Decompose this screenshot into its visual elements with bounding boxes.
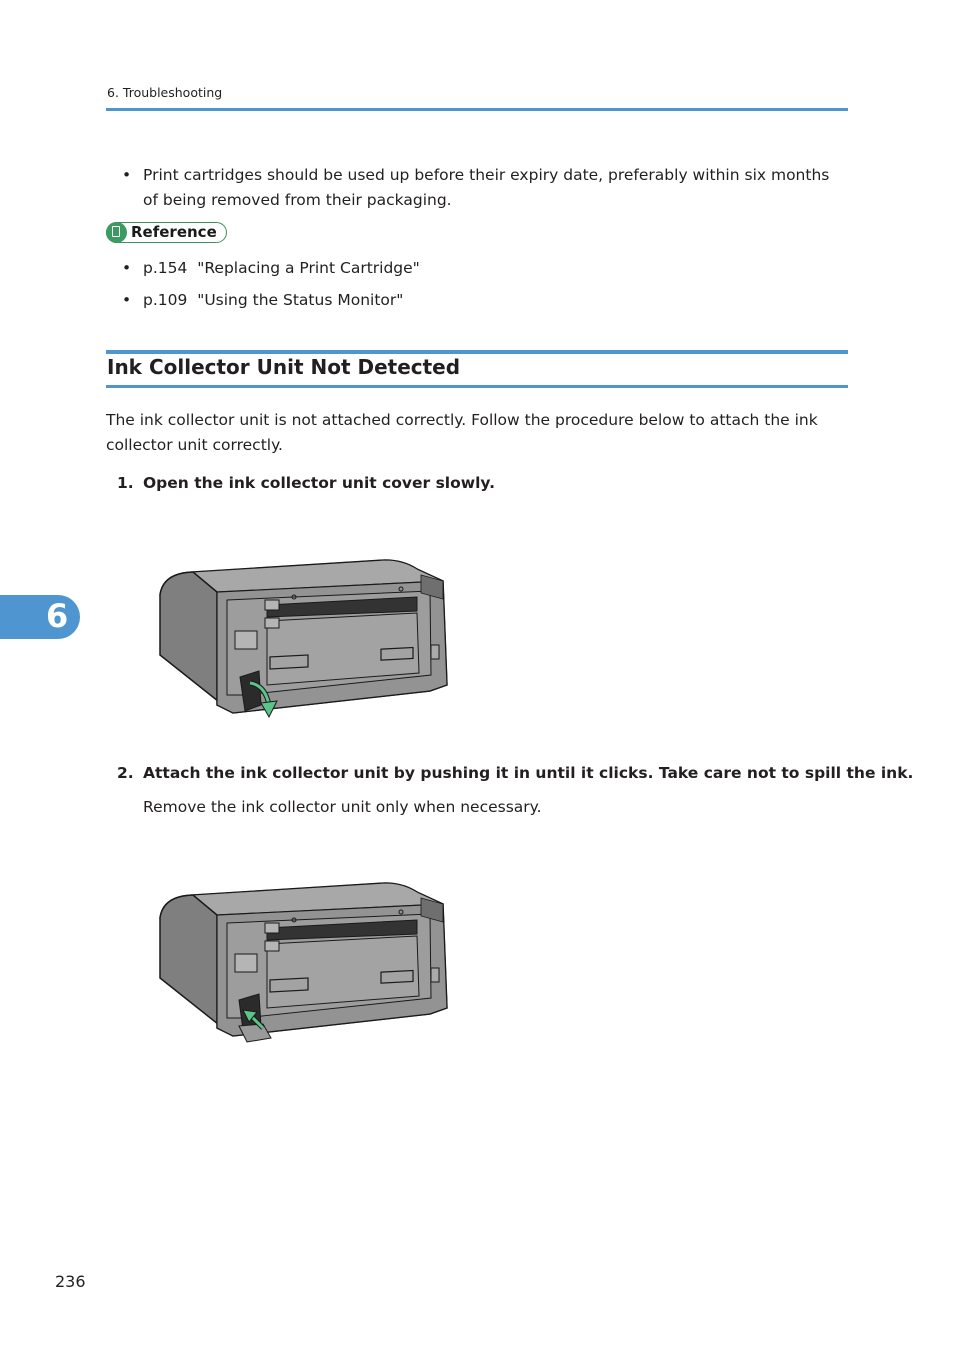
reference-item-text: • p.154 "Replacing a Print Cartridge" [143,259,420,277]
step-note: Remove the ink collector unit only when necessary. [143,798,542,816]
step-text: Attach the ink collector unit by pushing it in until it clicks. Take care not to spill the ink. [143,764,914,782]
section-intro: The ink collector unit is not attached correctly. Follow the procedure below to attach the ink collector unit correctly. [106,411,818,454]
page-number: 236 [55,1272,86,1291]
step-number: 2. [117,764,134,782]
section-title: Ink Collector Unit Not Detected [107,355,461,379]
reference-item-text: • p.109 "Using the Status Monitor" [143,291,404,309]
printer-illustration-open-cover [155,555,455,725]
bullet-text: • Print cartridges should be used up before their expiry date, preferably within six months of being removed from their packaging. [143,166,830,209]
step-number: 1. [117,474,134,492]
reference-link-replacing-cartridge[interactable] [122,256,822,281]
printer-illustration-attach-unit [155,878,455,1048]
running-head: 6. Troubleshooting [107,85,223,100]
chapter-tab[interactable] [0,595,80,639]
step-text: Open the ink collector unit cover slowly. [143,474,495,492]
header-rule [106,108,848,111]
reference-label: Reference [131,223,217,241]
document-icon [106,222,127,243]
reference-link-status-monitor[interactable] [122,288,822,313]
list-item [122,163,834,212]
reference-badge [106,222,227,243]
chapter-number: 6 [46,597,69,635]
section-rule-top [106,350,848,354]
section-rule-bottom [106,385,848,388]
